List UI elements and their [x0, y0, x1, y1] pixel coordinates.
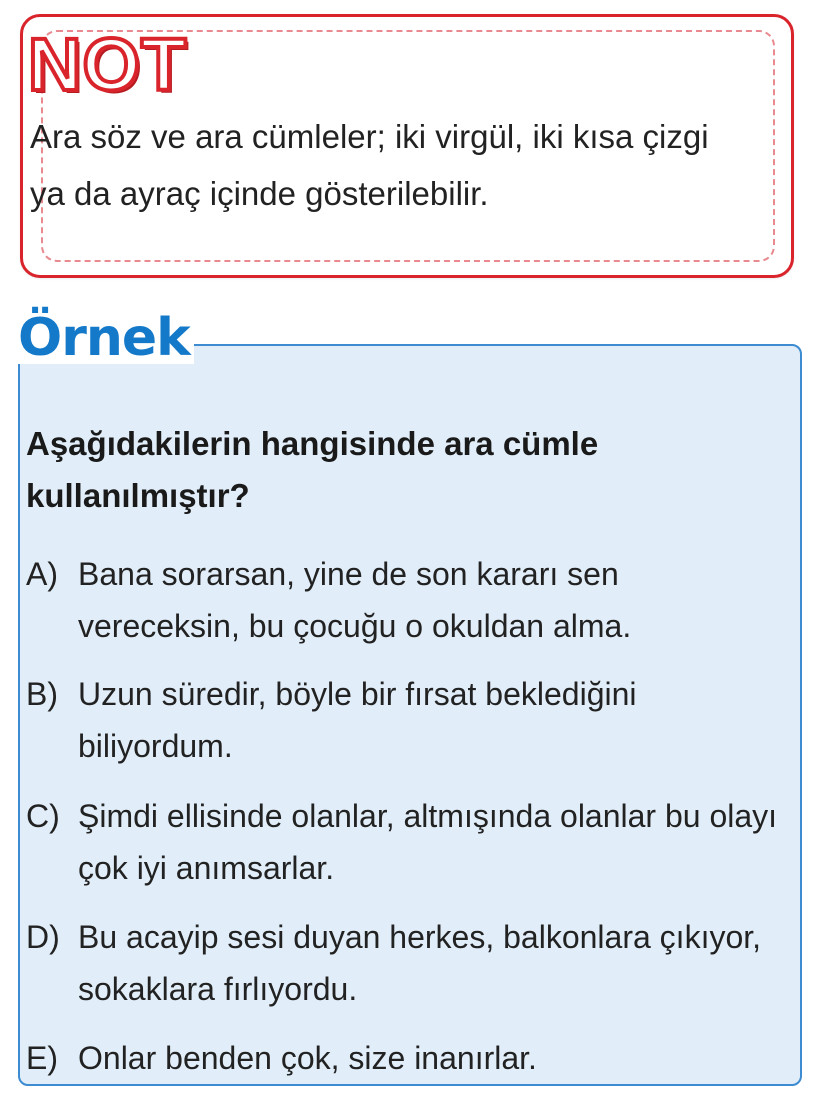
option-b[interactable] — [26, 668, 786, 772]
note-text: Ara söz ve ara cümleler; iki virgül, iki kısa çizgi ya da ayraç içinde gösterilebilir. — [30, 118, 709, 212]
option-e-letter: E) — [26, 1040, 58, 1076]
example-title: Örnek — [18, 312, 194, 364]
option-c-letter: C) — [26, 798, 60, 834]
option-c[interactable] — [26, 790, 786, 894]
option-d-letter: D) — [26, 919, 60, 955]
option-a[interactable] — [26, 548, 786, 652]
option-d[interactable] — [26, 911, 786, 1015]
option-b-text: Uzun süredir, böyle bir fırsat beklediğini biliyordum. — [78, 676, 637, 764]
option-e-text: Onlar benden çok, size inanırlar. — [78, 1040, 537, 1076]
option-d-text: Bu acayip sesi duyan herkes, balkonlara çıkıyor, sokaklara fırlıyordu. — [78, 919, 762, 1007]
question-text: Aşağıdakilerin hangisinde ara cümle kullanılmıştır? — [26, 425, 599, 514]
option-a-text: Bana sorarsan, yine de son kararı sen vereceksin, bu çocuğu o okuldan alma. — [78, 556, 632, 644]
option-b-letter: B) — [26, 676, 58, 712]
note-title: NOT — [28, 23, 188, 106]
option-e[interactable] — [26, 1032, 537, 1084]
option-c-text: Şimdi ellisinde olanlar, altmışında olanlar bu olayı çok iyi anımsarlar. — [78, 798, 778, 886]
option-a-letter: A) — [26, 556, 58, 592]
